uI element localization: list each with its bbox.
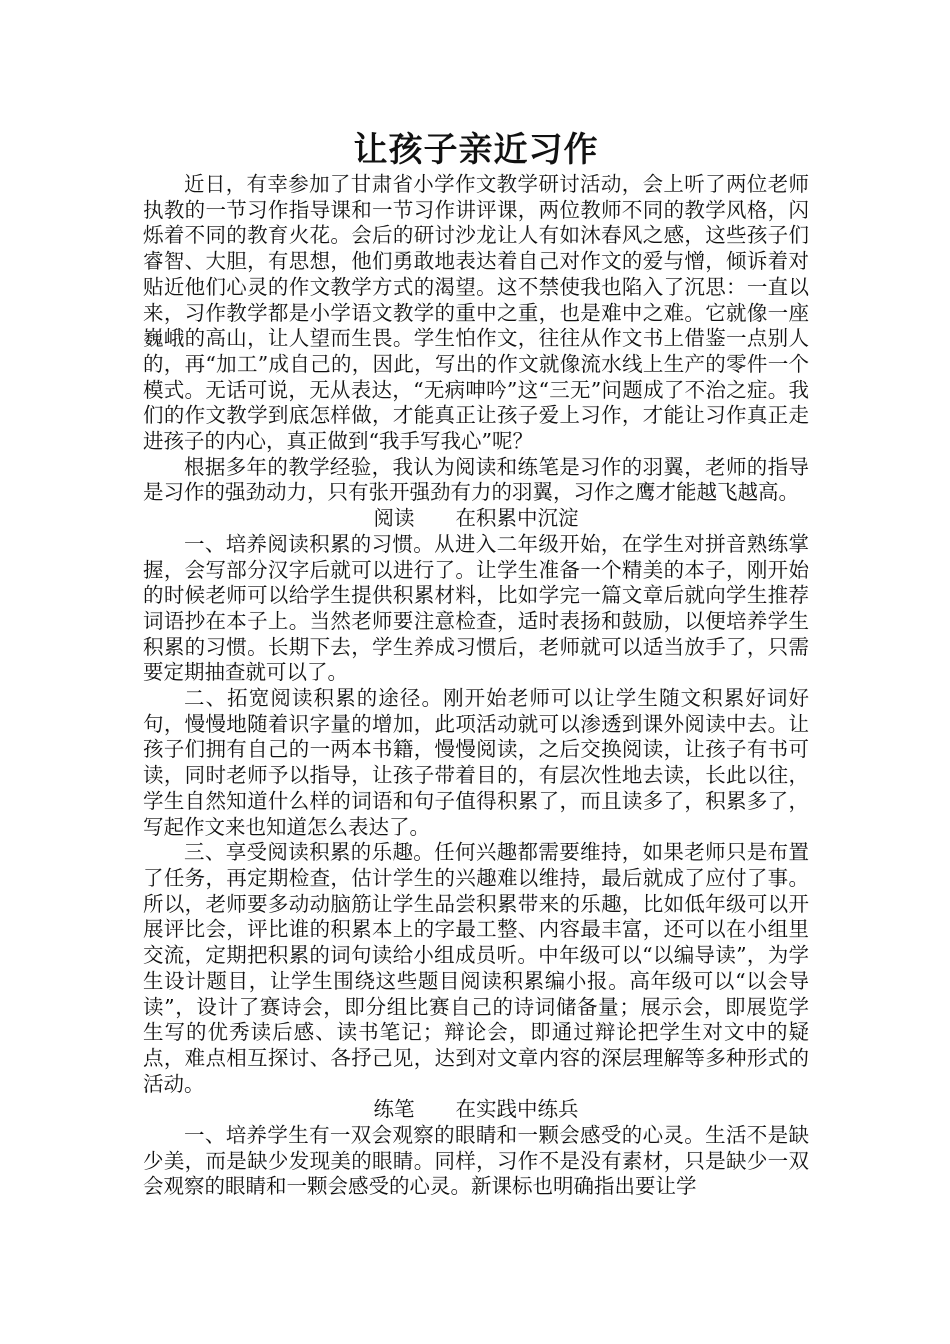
section-heading-writing: 练笔 在实践中练兵 bbox=[373, 1097, 579, 1122]
document-title: 让孩子亲近习作 bbox=[353, 130, 599, 170]
reading-paragraph-2: 二、拓宽阅读积累的途径。刚开始老师可以让学生随文积累好词好句，慢慢地随着识字量的增加，此项活动就可以渗透到课外阅读中去。让孩子们拥有自己的一两本书籍，慢慢阅读，之后交换阅读，让孩子有书可读，同时老师予以指导，让孩子带着目的，有层次性地去读，长此以往，学生自然知道什么样的词语和句子值得积累了，而且读多了，积累多了，写起作文来也知道怎么表达了。 bbox=[143, 686, 809, 839]
intro-paragraph-1: 近日，有幸参加了甘肃省小学作文教学研讨活动，会上听了两位老师执教的一节习作指导课和一节习作讲评课，两位教师不同的教学风格，闪烁着不同的教育火花。会后的研讨沙龙让人有如沐春风之感，这些孩子们睿智、大胆，有思想，他们勇敢地表达着自己对作文的爱与憎，倾诉着对贴近他们心灵的作文教学方式的渴望。这不禁使我也陷入了沉思：一直以来，习作教学都是小学语文教学的重中之重，也是难中之难。它就像一座巍峨的高山，让人望而生畏。学生怕作文，往往从作文书上借鉴一点别人的，再“加工”成自己的，因此，写出的作文就像流水线上生产的零件一个模式。无话可说，无从表达，“无病呻吟”这“三无”问题成了不治之症。我们的作文教学到底怎样做，才能真正让孩子爱上习作，才能让习作真正走进孩子的内心，真正做到“我手写我心”呢？ bbox=[143, 172, 809, 454]
section-heading-reading: 阅读 在积累中沉淀 bbox=[373, 506, 579, 531]
document-page bbox=[143, 128, 809, 1200]
reading-paragraph-3: 三、享受阅读积累的乐趣。任何兴趣都需要维持，如果老师只是布置了任务，再定期检查，估计学生的兴趣难以维持，最后就成了应付了事。所以，老师要多动动脑筋让学生品尝积累带来的乐趣，比如低年级可以开展评比会，评比谁的积累本上的字最工整、内容最丰富，还可以在小组里交流，定期把积累的词句读给小组成员听。中年级可以“以编导读”，为学生设计题目，让学生围绕这些题目阅读积累编小报。高年级可以“以会导读”，设计了赛诗会，即分组比赛自己的诗词储备量；展示会，即展览学生写的优秀读后感、读书笔记；辩论会，即通过辩论把学生对文中的疑点，难点相互探讨、各抒己见，达到对文章内容的深层理解等多种形式的活动。 bbox=[143, 840, 809, 1096]
intro-paragraph-2: 根据多年的教学经验，我认为阅读和练笔是习作的羽翼，老师的指导是习作的强劲动力，只有张开强劲有力的羽翼，习作之鹰才能越飞越高。 bbox=[143, 454, 809, 505]
writing-paragraph-1: 一、培养学生有一双会观察的眼睛和一颗会感受的心灵。生活不是缺少美，而是缺少发现美的眼睛。同样，习作不是没有素材，只是缺少一双会观察的眼睛和一颗会感受的心灵。新课标也明确指出要让学 bbox=[143, 1123, 809, 1199]
reading-paragraph-1: 一、培养阅读积累的习惯。从进入二年级开始，在学生对拼音熟练掌握，会写部分汉字后就可以进行了。让学生准备一个精美的本子，刚开始的时候老师可以给学生提供积累材料，比如学完一篇文章后就向学生推荐词语抄在本子上。当然老师要注意检查，适时表扬和鼓励，以便培养学生积累的习惯。长期下去，学生养成习惯后，老师就可以适当放手了，只需要定期抽查就可以了。 bbox=[143, 531, 809, 685]
